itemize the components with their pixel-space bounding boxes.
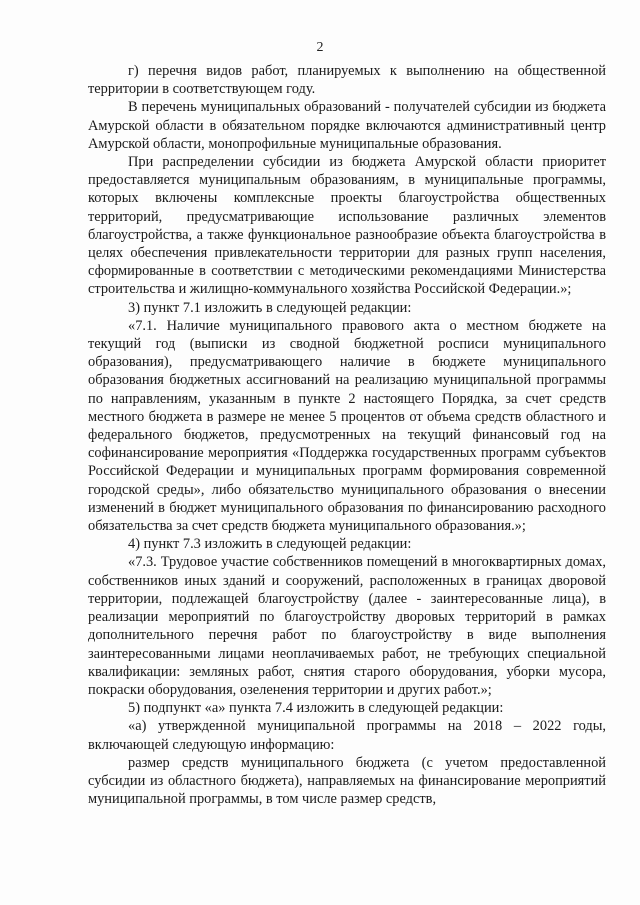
paragraph: 5) подпункт «а» пункта 7.4 изложить в следующей редакции:	[128, 700, 504, 717]
paragraph: г) перечня видов работ, планируемых к выполнению на общественной территории в соответствующем году.	[88, 63, 606, 98]
document-body	[88, 62, 606, 808]
paragraph: «7.3. Трудовое участие собственников помещений в многоквартирных домах, собственников иных зданий и сооружений, расположенных в границах дворовой территории, подлежащей благоустройству (далее - заинтересованные лица), в реализации мероприятий по благоустройству дворовых территорий в рамках дополнительного перечня работ по благоустройству в виде выполнения заинтересованными лицами неоплачиваемых работ, не требующих специальной квалификации: земляных работ, снятия старого оборудования, уборки мусора, покраски оборудования, озеленения территории и других работ.»;	[88, 554, 606, 698]
paragraph: «7.1. Наличие муниципального правового акта о местном бюджете на текущий год (выписки из сводной бюджетной росписи муниципального образования), предусматривающего наличие в бюджете муниципального образования бюджетных ассигнований на реализацию муниципальной программы по направлениям, указанным в пункте 2 настоящего Порядка, за счет средств местного бюджета в размере не менее 5 процентов от объема средств областного и федерального бюджетов, предусмотренных на текущий финансовый год на софинансирование мероприятия «Поддержка государственных программ субъектов Российской Федерации и муниципальных программ формирования современной городской среды», либо обязательство муниципального образования о внесении изменений в бюджет муниципального образования по финансированию расходного обязательства за счет средств бюджета муниципального образования.»;	[88, 317, 606, 535]
paragraph: 3) пункт 7.1 изложить в следующей редакции:	[128, 299, 412, 316]
paragraph: При распределении субсидии из бюджета Амурской области приоритет предоставляется муниципальным образованиям, в муниципальные программы, которых включены комплексные проекты благоустройства общественных территорий, предусматривающие использование различных элементов благоустройства, а также функциональное разнообразие объекта благоустройства в целях обеспечения привлекательности территории для разных групп населения, сформированные в соответствии с методическими рекомендациями Министерства строительства и жилищно-коммунального хозяйства Российской Федерации.»;	[88, 154, 606, 298]
page-number: 2	[316, 40, 324, 55]
paragraph: В перечень муниципальных образований - получателей субсидии из бюджета Амурской области в обязательном порядке включаются административный центр Амурской области, монопрофильные муниципальные образования.	[88, 99, 606, 152]
paragraph: размер средств муниципального бюджета (с учетом предоставленной субсидии из областного бюджета), направляемых на финансирование мероприятий муниципальной программы, в том числе размер средств,	[88, 754, 606, 808]
paragraph: «а) утвержденной муниципальной программы на 2018 – 2022 годы, включающей следующую информацию:	[88, 718, 606, 753]
paragraph: 4) пункт 7.3 изложить в следующей редакции:	[128, 536, 412, 553]
